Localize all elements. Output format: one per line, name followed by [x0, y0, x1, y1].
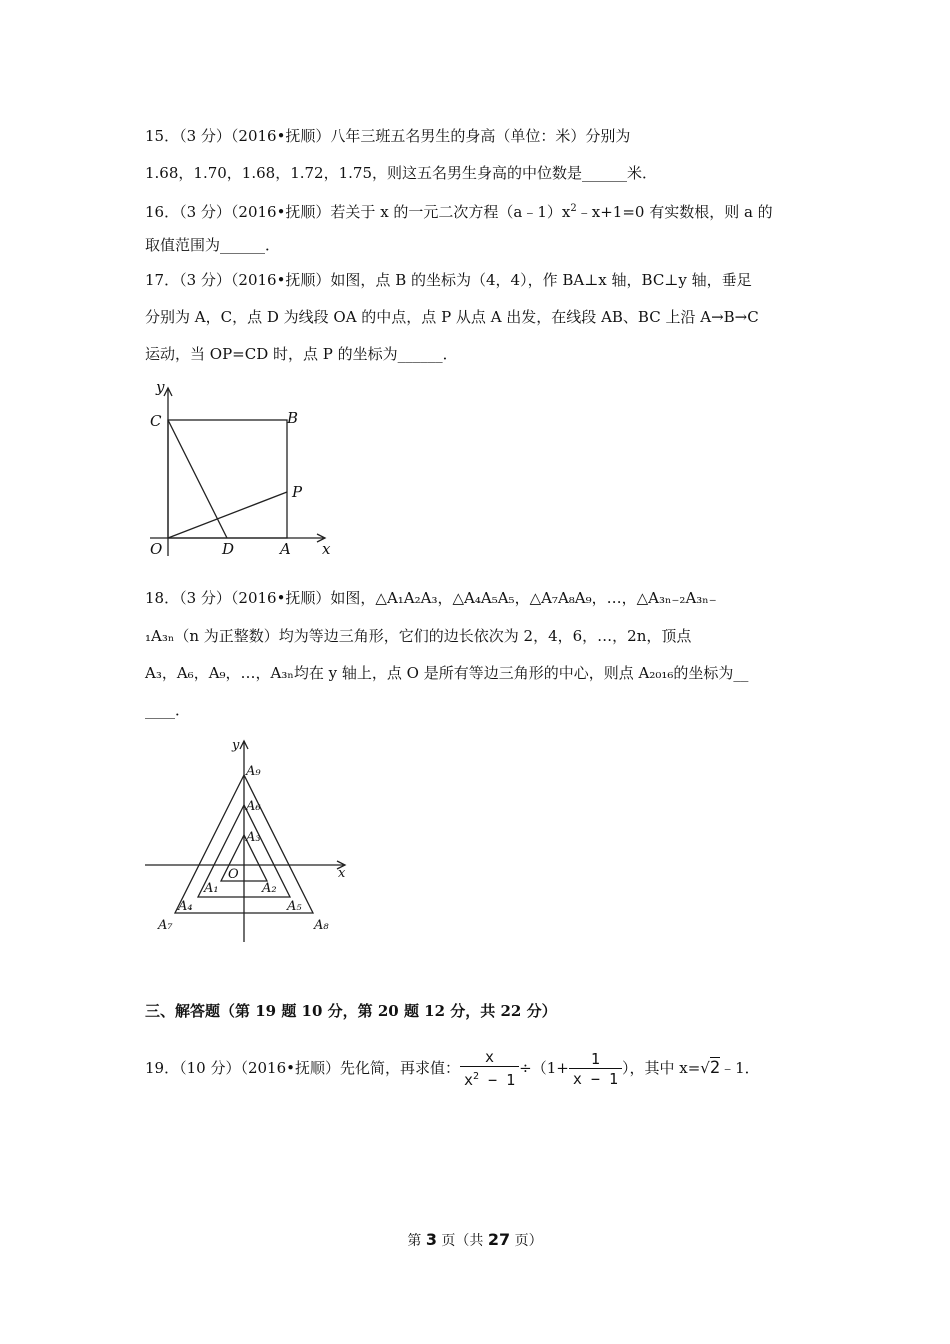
q18-line4: ____．	[145, 701, 191, 719]
q18-label-a4: A₄	[178, 899, 193, 914]
q18-line3: A₃，A₆，A₉，…，A₃ₙ均在 y 轴上，点 O 是所有等边三角形的中心，则点 A₂₀₁₆的坐标为__	[145, 664, 749, 682]
q17-label-d: D	[222, 540, 235, 558]
q17-label-x: x	[322, 540, 331, 558]
footer-page-number: 3	[425, 1230, 437, 1249]
q18-label-x: x	[338, 866, 346, 881]
q18-label-a2: A₂	[262, 881, 277, 896]
q16-exponent: 2	[570, 203, 577, 214]
q17-label-y: y	[156, 378, 165, 396]
q18-label-y: y	[232, 738, 240, 753]
q17-label-c: C	[150, 412, 162, 430]
q18-line2: ₁A₃ₙ（n 为正整数）均为等边三角形，它们的边长依次为 2，4，6，…，2n，顶点	[145, 627, 692, 645]
q19-sqrt-arg: 2	[709, 1058, 721, 1078]
q19-frac1-den-rest: − 1	[479, 1071, 516, 1089]
q17-line1: 17．（3 分）（2016•抚顺）如图，点 B 的坐标为（4，4），作 BA⊥x 轴，BC⊥y 轴，垂足	[145, 271, 752, 289]
q16-line1	[145, 199, 773, 222]
q19-div: ÷（1+	[519, 1059, 569, 1077]
q16-line1-b: ﹣x+1=0 有实数根，则 a 的	[576, 203, 773, 221]
q17-segment-cd	[168, 420, 227, 538]
q19-frac1-denominator	[460, 1067, 519, 1090]
q19-fraction-1	[460, 1048, 519, 1090]
q19-fraction-2	[569, 1050, 622, 1089]
q19-frac2-denominator: x − 1	[572, 1069, 618, 1088]
q19-frac1-den-base: x	[463, 1071, 473, 1089]
q15-line2: 1.68，1.70，1.68，1.72，1.75，则这五名男生身高的中位数是______米．	[145, 164, 657, 182]
q17-label-b: B	[287, 409, 299, 427]
q16-line2: 取值范围为______．	[145, 236, 281, 254]
q18-label-a5: A₅	[287, 899, 302, 914]
q17-label-o: O	[150, 540, 163, 558]
footer-mid: 页（共	[436, 1233, 488, 1249]
q17-figure	[140, 378, 340, 563]
q18-label-o: O	[228, 867, 239, 882]
q19-prefix: 19．（10 分）（2016•抚顺）先化简，再求值：	[145, 1059, 460, 1077]
q18-label-a6: A₆	[246, 799, 261, 814]
q18-label-a9: A₉	[246, 764, 261, 779]
sqrt-icon: √	[700, 1059, 710, 1077]
footer-total-pages: 27	[487, 1230, 511, 1249]
q18-figure	[140, 735, 355, 945]
q19-tail: ﹣1．	[720, 1059, 760, 1077]
q17-line3: 运动，当 OP=CD 时，点 P 的坐标为______．	[145, 345, 458, 363]
q15-line1: 15．（3 分）（2016•抚顺）八年三班五名男生的身高（单位：米）分别为	[145, 127, 631, 145]
q18-label-a3: A₃	[246, 830, 261, 845]
q18-line1: 18．（3 分）（2016•抚顺）如图，△A₁A₂A₃，△A₄A₅A₅，△A₇A₈A₉，…，△A₃ₙ₋₂A₃ₙ₋	[145, 589, 717, 607]
q19-line	[145, 1046, 760, 1090]
q17-line2: 分别为 A，C，点 D 为线段 OA 的中点，点 P 从点 A 出发，在线段 AB、BC 上沿 A→B→C	[145, 308, 759, 326]
page-footer	[0, 1230, 950, 1250]
q18-label-a7: A₇	[158, 918, 173, 933]
section-title: 三、解答题（第 19 题 10 分，第 20 题 12 分，共 22 分）	[145, 1002, 557, 1020]
q19-frac1-numerator: x	[460, 1048, 519, 1067]
q18-label-a1: A₁	[204, 881, 219, 896]
q19-after: ），其中 x=	[622, 1059, 701, 1077]
q18-label-a8: A₈	[314, 918, 329, 933]
q19-frac2-numerator: 1	[569, 1050, 622, 1069]
footer-post: 页）	[510, 1233, 543, 1249]
q17-label-p: P	[292, 483, 303, 501]
q19-frac1-den-exponent: 2	[473, 1071, 480, 1082]
q17-segment-op	[168, 492, 287, 538]
q16-line1-a: 16．（3 分）（2016•抚顺）若关于 x 的一元二次方程（a﹣1）x	[145, 203, 571, 221]
q17-label-a: A	[280, 540, 291, 558]
footer-pre: 第	[407, 1233, 426, 1249]
q17-square	[168, 420, 287, 538]
